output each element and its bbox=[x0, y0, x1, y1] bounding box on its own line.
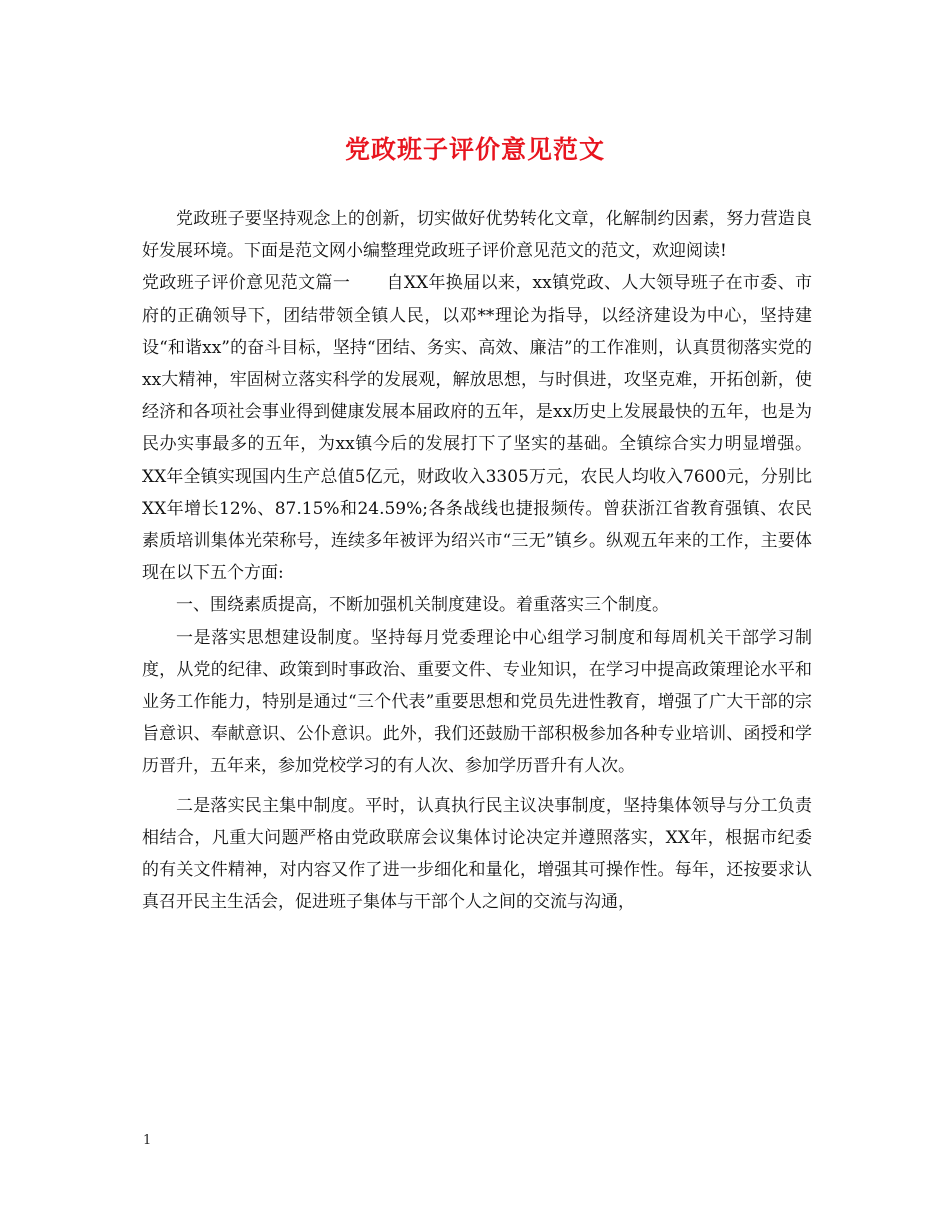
heading-one: 一、围绕素质提高，不断加强机关制度建设。着重落实三个制度。 bbox=[176, 595, 669, 616]
section-label: 党政班子评价意见范文篇一 bbox=[142, 273, 351, 294]
document-body bbox=[142, 203, 812, 918]
intro-paragraph: 党政班子要坚持观念上的创新，切实做好优势转化文章，化解制约因素，努力营造良好发展环境。下面是范文网小编整理党政班子评价意见范文的范文，欢迎阅读! bbox=[142, 209, 812, 262]
document-title: 党政班子评价意见范文 bbox=[344, 135, 605, 164]
paragraph-two: 二是落实民主集中制度。平时，认真执行民主议决事制度，坚持集体领导与分工负责相结合，凡重大问题严格由党政联席会议集体讨论决定并遵照落实，XX年，根据市纪委的有关文件精神，对内容又作了进一步细化和量化，增强其可操作性。每年，还按要求认真召开民主生活会，促进班子集体与干部个人之间的交流与沟通， bbox=[142, 795, 812, 913]
section-paragraph bbox=[142, 267, 812, 589]
section-text: 自XX年换届以来，xx镇党政、人大领导班子在市委、市府的正确领导下，团结带领全镇人民，以邓**理论为指导，以经济建设为中心，坚持建设“和谐xx”的奋斗目标，坚持“团结、务实、高效、廉洁”的工作准则，认真贯彻落实党的xx大精神，牢固树立落实科学的发展观，解放思想，与时俱进，攻坚克难，开拓创新，使经济和各项社会事业得到健康发展本届政府的五年，是xx历史上发展最快的五年，也是为民办实事最多的五年，为xx镇今后的发展打下了坚实的基础。全镇综合实力明显增强。XX年全镇实现国内生产总值5亿元，财政收入3305万元，农民人均收入7600元，分别比XX年增长12%、87.15%和24.59%;各条战线也捷报频传。曾获浙江省教育强镇、农民素质培训集体光荣称号，连续多年被评为绍兴市“三无”镇乡。纵观五年来的工作，主要体现在以下五个方面: bbox=[142, 273, 812, 584]
page-number: 1 bbox=[143, 1133, 152, 1148]
paragraph-one: 一是落实思想建设制度。坚持每月党委理论中心组学习制度和每周机关干部学习制度，从党的纪律、政策到时事政治、重要文件、专业知识，在学习中提高政策理论水平和业务工作能力，特别是通过“三个代表”重要思想和党员先进性教育，增强了广大干部的宗旨意识、奉献意识、公仆意识。此外，我们还鼓励干部积极参加各种专业培训、函授和学历晋升，五年来，参加党校学习的有人次、参加学历晋升有人次。 bbox=[142, 627, 812, 777]
